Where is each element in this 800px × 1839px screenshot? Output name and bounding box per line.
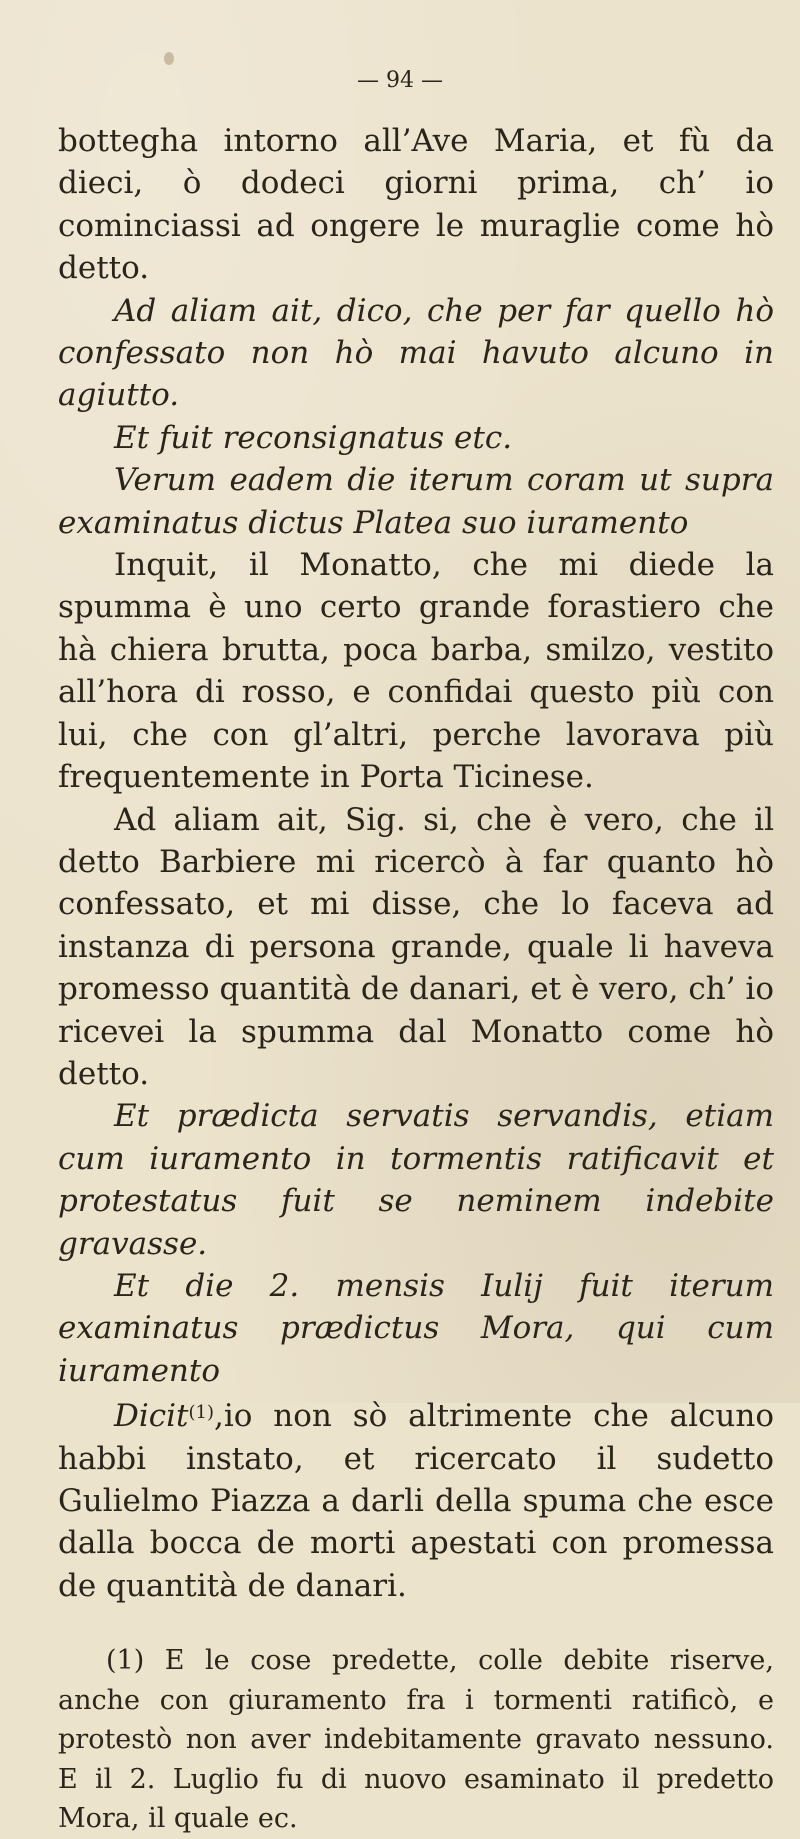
footnote-mark: (1) [106, 1645, 145, 1677]
paragraph-2: Ad aliam ait, dico, che per far quello hò confessato non hò mai havuto alcuno in agiutto. [58, 292, 774, 414]
paragraph-9 [58, 1392, 774, 1607]
paragraph-6: Ad aliam ait, Sig. si, che è vero, che il detto Barbiere mi ricercò à far quanto hò confessato, et mi disse, che lo faceva ad instanza di persona grande, quale li haveva promesso quantità de danari, et è vero, ch’ io ricevei la spumma dal Monatto come hò detto. [58, 801, 774, 1092]
paragraph-9-rest: ,io non sò altrimente che alcuno habbi instato, et ricercato il sudetto Gulielmo Piazza a darli della spuma che esce dalla bocca de morti apestati con promessa de quantità de danari. [58, 1398, 774, 1604]
paragraph-1: bottegha intorno all’Ave Maria, et fù da dieci, ò dodeci giorni prima, ch’ io cominciassi ad ongere le muraglie come hò detto. [58, 123, 774, 287]
body-text [58, 120, 774, 1607]
paragraph-7: Et prædicta servatis servandis, etiam cum iuramento in tormentis ratificavit et protestatus fuit se neminem indebite gravasse. [58, 1098, 774, 1262]
page-number: — 94 — [357, 68, 443, 93]
paragraph-3: Et fuit reconsignatus etc. [114, 419, 513, 456]
footnote [58, 1641, 774, 1839]
paragraph-4: Verum eadem die iterum coram ut supra examinatus dictus Platea suo iuramento [58, 462, 774, 541]
paragraph-8: Et die 2. mensis Iulij fuit iterum examinatus prædictus Mora, qui cum iuramento [58, 1267, 774, 1389]
footnote-reference: (1) [188, 1402, 215, 1424]
paragraph-5: Inquit, il Monatto, che mi diede la spumma è uno certo grande forastiero che hà chiera brutta, poca barba, smilzo, vestito all’hora di rosso, e confidai questo più con lui, che con gl’altri, perche lavorava più frequentemente in Porta Ticinese. [58, 547, 774, 796]
ink-blot [164, 52, 174, 65]
footnote-block [58, 1641, 774, 1839]
footnote-text: E le cose predette, colle debite riserve, anche con giuramento fra i tormenti ratificò, e protestò non aver indebitamente gravato nessuno. E il 2. Luglio fu di nuovo esaminato il predetto Mora, il quale ec. [58, 1645, 774, 1835]
paragraph-9-lead: Dicit [114, 1398, 189, 1435]
